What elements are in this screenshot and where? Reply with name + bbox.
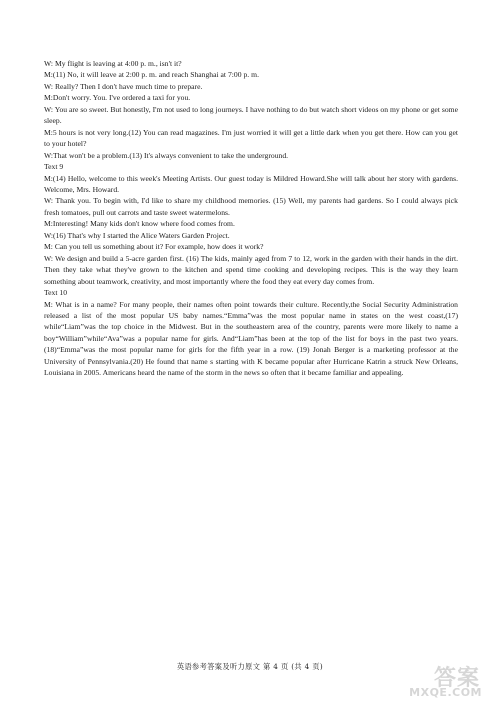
section-heading-text-10: Text 10 xyxy=(44,288,68,298)
transcript-line: W: We design and build a 5-acre garden first. (16) The kids, mainly aged from 7 to 12, work in the garden with their hands in the dirt. Then they take what they've grown to the kitchen and spend time cooking and developing recipes. This is the way they learn something about teamwork, creativity, and most importantly where the food they eat every day comes from. xyxy=(44,253,458,286)
page-footer: 英语参考答案及听力原文 第 4 页 (共 4 页) xyxy=(176,662,324,671)
transcript-line: W: Really? Then I don't have much time to prepare. xyxy=(44,81,203,91)
transcript-line: M:Don't worry. You. I've ordered a taxi for you. xyxy=(44,93,191,103)
transcript-line: W: You are so sweet. But honestly, I'm not used to long journeys. I have nothing to do but watch short videos on my phone or get some sleep. xyxy=(44,104,458,126)
transcript-line: M: Can you tell us something about it? For example, how does it work? xyxy=(44,242,264,252)
transcript-body xyxy=(44,58,458,379)
transcript-line: W: My flight is leaving at 4:00 p. m., isn't it? xyxy=(44,59,182,68)
transcript-line: W: Thank you. To begin with, I'd like to share my childhood memories. (15) Well, my parents had gardens. So I could always pick fresh tomatoes, pull out carrots and taste sweet watermelons. xyxy=(44,196,458,217)
transcript-line: M:5 hours is not very long.(12) You can read magazines. I'm just worried it will get a little dark when you get there. How can you get to your hotel? xyxy=(44,127,458,149)
transcript-line: M:(14) Hello, welcome to this week's Meeting Artists. Our guest today is Mildred Howard.She will talk about her story with gardens. Welcome, Mrs. Howard. xyxy=(44,173,458,194)
transcript-line: W:(16) That's why I started the Alice Waters Garden Project. xyxy=(44,230,230,240)
transcript-line: M: What is in a name? For many people, their names often point towards their culture. Recently,the Social Security Administration released a list of the most popular US baby names.“Emma”was the most popular name in states on the west coast,(17) while“Liam”was the top choice in the Midwest. But in the southeastern area of the country, parents were more likely to name a boy“William”while“Ava”was a popular name for girls. And“Liam”has been at the top of the list for boys in the past two years.(18)“Emma”was the most popular name for girls for the fifth year in a row. (19) Jonah Berger is a marketing professor at the University of Pennsylvania.(20) He found that name s starting with K became popular after Hurricane Katrin a struck New Orleans, Louisiana in 2005. Americans heard the name of the storm in the news so often that it became familiar and appealing. xyxy=(44,299,458,378)
transcript-line: M:(11) No, it will leave at 2:00 p. m. and reach Shanghai at 7:00 p. m. xyxy=(44,70,259,80)
transcript-line: M:Interesting! Many kids don't know where food comes from. xyxy=(44,219,235,229)
watermark-logo: 答案 xyxy=(433,666,480,691)
section-heading-text-9: Text 9 xyxy=(44,162,64,172)
transcript-line: W:That won't be a problem.(13) It's always convenient to take the underground. xyxy=(44,150,289,160)
watermark-url: MXQE.COM xyxy=(409,686,482,699)
site-watermark xyxy=(406,661,486,699)
